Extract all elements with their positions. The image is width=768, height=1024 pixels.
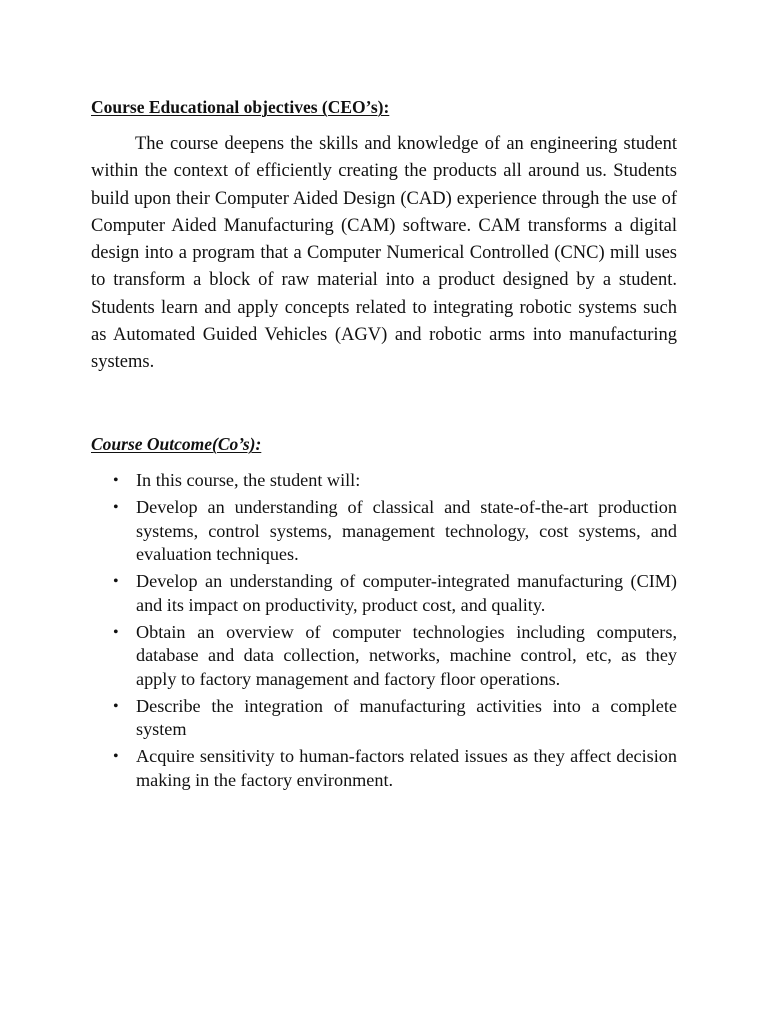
list-item	[91, 496, 677, 567]
list-item-text: Develop an understanding of classical and state-of-the-art production systems, control systems, management technology, cost systems, and evaluation techniques.	[136, 497, 677, 564]
list-item	[91, 621, 677, 692]
bullet-icon: •	[113, 623, 119, 641]
list-item	[91, 695, 677, 742]
bullet-icon: •	[113, 472, 119, 489]
list-item	[91, 570, 677, 617]
ceo-paragraph: The course deepens the skills and knowledge of an engineering student within the context of efficiently creating the products all around us. Students build upon their Computer Aided Design (CAD) experience through the use of Computer Aided Manufacturing (CAM) software. CAM transforms a digital design into a program that a Computer Numerical Controlled (CNC) mill uses to transform a block of raw material into a product designed by a student. Students learn and apply concepts related to integrating robotic systems such as Automated Guided Vehicles (AGV) and robotic arms into manufacturing systems.	[91, 134, 677, 373]
list-item-text: Develop an understanding of computer-integrated manufacturing (CIM) and its impact on productivity, product cost, and quality.	[136, 571, 677, 615]
bullet-icon: •	[113, 748, 119, 765]
list-item	[91, 745, 677, 792]
list-item	[91, 469, 677, 493]
bullet-icon: •	[113, 697, 119, 715]
co-heading: Course Outcome(Co’s):	[91, 434, 262, 454]
list-item-text: Describe the integration of manufacturing activities into a complete system	[136, 695, 677, 739]
list-item-text: In this course, the student will:	[136, 470, 361, 490]
list-item-text: Obtain an overview of computer technologies including computers, database and data collection, networks, machine control, etc, as they apply to factory management and factory floor operations.	[136, 621, 677, 689]
ceo-heading: Course Educational objectives (CEO’s):	[91, 97, 390, 117]
course-outcome-list	[91, 469, 677, 796]
bullet-icon: •	[113, 573, 119, 590]
list-item-text: Acquire sensitivity to human-factors related issues as they affect decision making in the factory environment.	[136, 746, 677, 790]
bullet-icon: •	[113, 499, 119, 516]
